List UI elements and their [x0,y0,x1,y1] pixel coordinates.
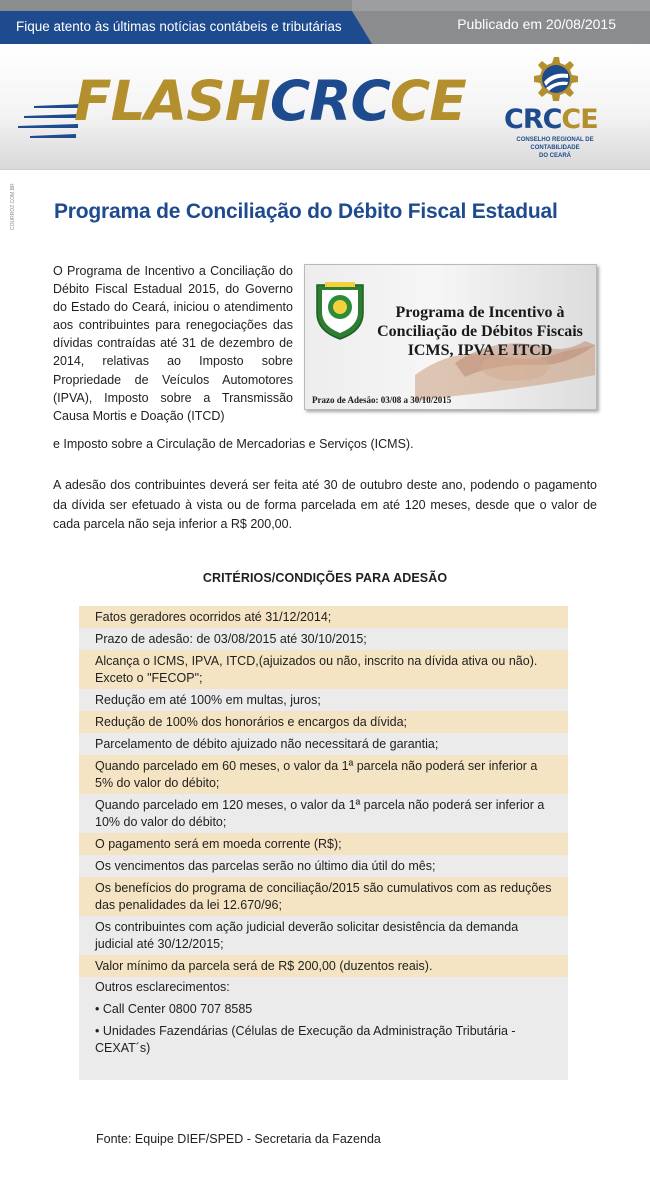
logo-subtitle [492,136,618,160]
masthead [0,44,650,170]
top-bar-shade [352,0,650,11]
banner-title [365,303,595,360]
criteria-heading: CRITÉRIOS/CONDIÇÕES PARA ADESÃO [202,571,448,585]
banner-title-line3: ICMS, IPVA E ITCD [407,342,553,359]
criteria-item: Parcelamento de débito ajuizado não necessitará de garantia; [79,733,568,755]
crc-logo [492,54,622,160]
logo-crc: CRC [504,104,562,135]
logo-subtitle-line2: DO CEARÁ [538,153,571,159]
other-info [79,977,568,1080]
brand-crc: CRC [269,69,390,133]
side-credit: COURROZ.COM.BR [10,183,16,230]
tagline: Fique atento às últimas notícias contábeis e tributárias [16,19,342,34]
criteria-item: Quando parcelado em 60 meses, o valor da 1ª parcela não poderá ser inferior a 5% do valor do débito; [79,755,568,794]
source-credit: Fonte: Equipe DIEF/SPED - Secretaria da Fazenda [96,1132,381,1146]
program-banner-image [304,264,597,410]
criteria-item: Os vencimentos das parcelas serão no último dia útil do mês; [79,855,568,877]
criteria-item: Valor mínimo da parcela será de R$ 200,00 (duzentos reais). [79,955,568,977]
adhesion-paragraph: A adesão dos contribuintes deverá ser feita até 30 de outubro deste ano, podendo o pagamento da dívida ser efetuado à vista ou de forma parcelada em até 120 meses, desde que o valor de cada parcela não seja inferior a R$ 200,00. [53,478,597,531]
brand-flash: FLASH [74,69,270,133]
criteria-item: Quando parcelado em 120 meses, o valor da 1ª parcela não poderá ser inferior a 10% do valor do débito; [79,794,568,833]
criteria-item: Os benefícios do programa de conciliação/2015 são cumulativos com as reduções das penalidades da lei 12.670/96; [79,877,568,916]
criteria-item: Alcança o ICMS, IPVA, ITCD,(ajuizados ou não, inscrito na dívida ativa ou não). Exceto o "FECOP"; [79,650,568,689]
criteria-box [79,606,568,1080]
article-title: Programa de Conciliação do Débito Fiscal Estadual [54,200,558,223]
logo-wordmark [504,106,598,133]
criteria-item: Prazo de adesão: de 03/08/2015 até 30/10/2015; [79,628,568,650]
criteria-item: Redução em até 100% em multas, juros; [79,689,568,711]
logo-ce: CE [561,104,598,135]
call-center-line: • Call Center 0800 707 8585 [95,1002,253,1016]
logo-subtitle-line1: CONSELHO REGIONAL DE CONTABILIDADE [516,137,594,151]
other-info-label: Outros esclarecimentos: [95,980,230,994]
criteria-item: Os contribuintes com ação judicial deverão solicitar desistência da demanda judicial até 30/12/2015; [79,916,568,955]
ceara-crest-icon [313,279,367,341]
banner-title-line1: Programa de Incentivo à [395,304,565,321]
criteria-item: O pagamento será em moeda corrente (R$); [79,833,568,855]
banner-deadline: Prazo de Adesão: 03/08 a 30/10/2015 [312,395,452,405]
intro-paragraph-tail: e Imposto sobre a Circulação de Mercadorias e Serviços (ICMS). [53,437,414,451]
intro-paragraph: O Programa de Incentivo a Conciliação do Débito Fiscal Estadual 2015, do Governo do Estado do Ceará, iniciou o atendimento aos contribuintes para renegociações das dívidas contraídas até 31 de dezembro de 2014, relativas ao Imposto sobre Propriedade de Veículos Automotores (IPVA), Imposto sobre a Transmissão Causa Mortis e Doação (ITCD) [53,264,293,423]
brand-ce: CE [389,69,466,133]
top-bar [0,0,650,44]
gear-globe-icon [528,54,580,104]
banner-title-line2: Conciliação de Débitos Fiscais [377,323,583,340]
tax-units-line: • Unidades Fazendárias (Células de Execução da Administração Tributária - CEXAT´s) [95,1024,516,1055]
publish-date: Publicado em 20/08/2015 [457,16,616,32]
criteria-item: Fatos geradores ocorridos até 31/12/2014; [79,606,568,628]
newsletter-brand [74,69,466,133]
criteria-item: Redução de 100% dos honorários e encargos da dívida; [79,711,568,733]
